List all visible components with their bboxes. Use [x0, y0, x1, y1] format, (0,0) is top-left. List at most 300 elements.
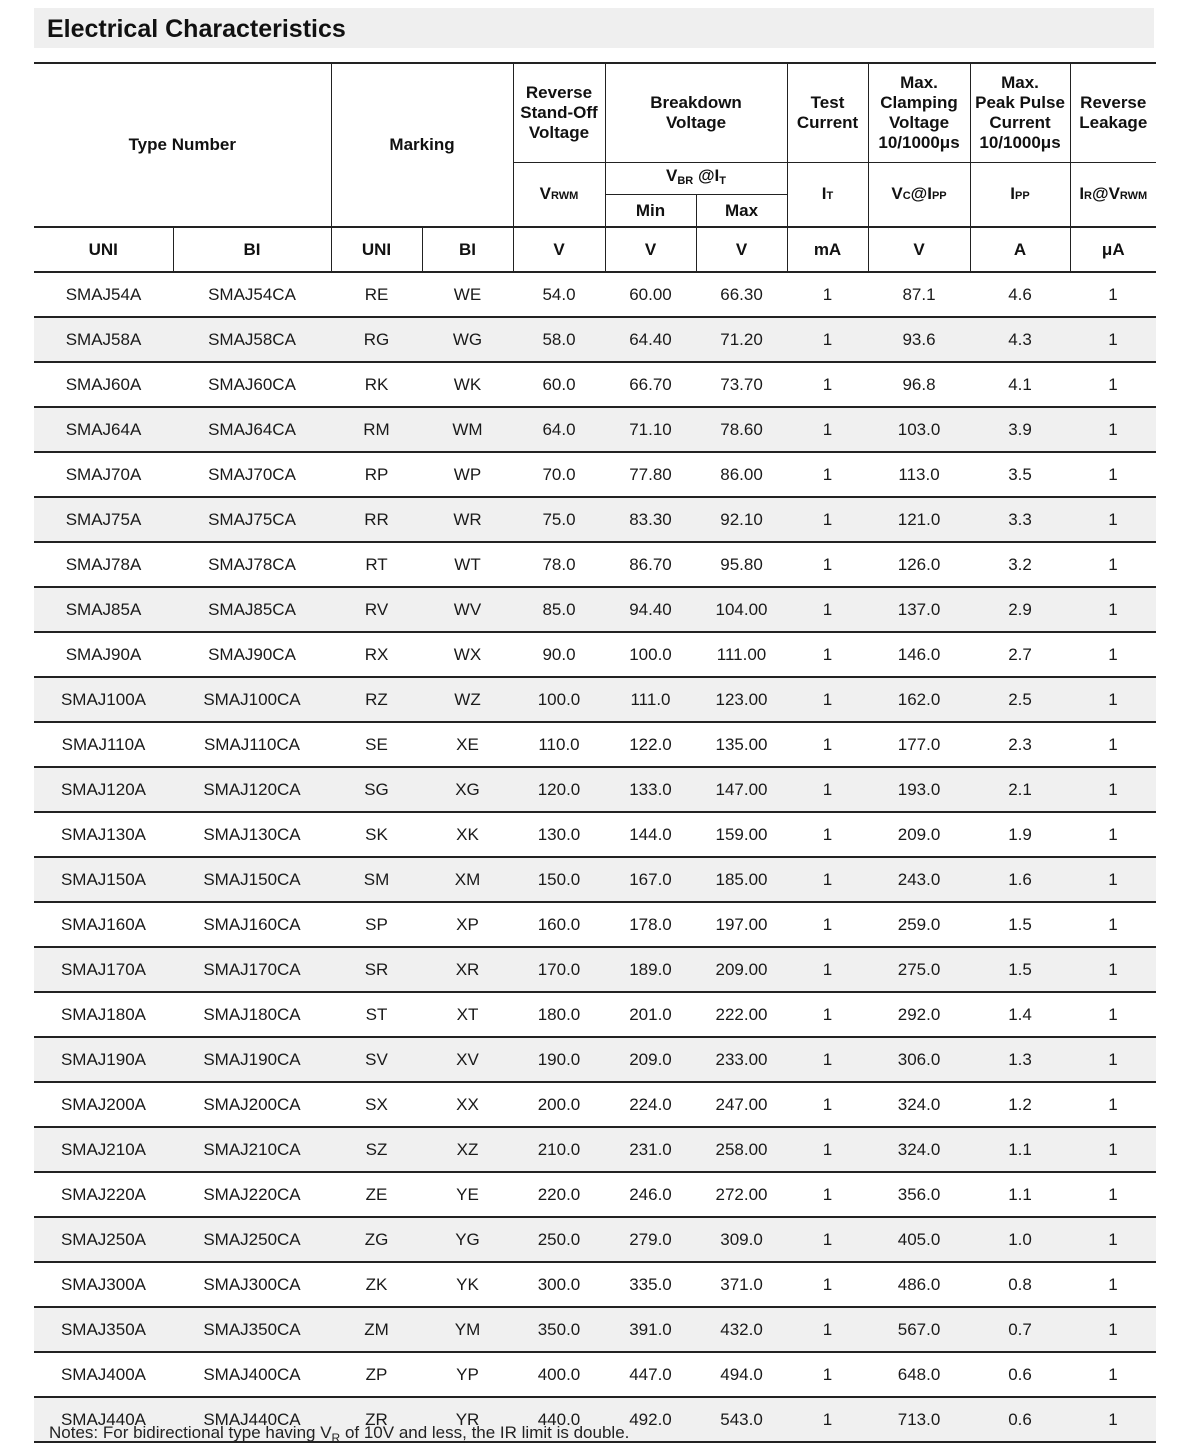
table-cell: 130.0 [513, 812, 605, 857]
table-cell: 440.0 [513, 1397, 605, 1442]
table-cell: ZM [331, 1307, 422, 1352]
table-row [34, 497, 1156, 542]
table-cell: 96.8 [868, 362, 970, 407]
table-cell: 1.2 [970, 1082, 1070, 1127]
table-cell: 150.0 [513, 857, 605, 902]
table-cell: WR [422, 497, 513, 542]
table-cell: RP [331, 452, 422, 497]
table-cell: SMAJ78CA [173, 542, 331, 587]
table-cell: 4.1 [970, 362, 1070, 407]
table-cell: 1 [1070, 857, 1156, 902]
table-cell: YG [422, 1217, 513, 1262]
table-cell: ZE [331, 1172, 422, 1217]
table-cell: 247.00 [696, 1082, 787, 1127]
table-cell: 209.0 [868, 812, 970, 857]
table-cell: SMAJ190A [34, 1037, 173, 1082]
table-cell: 90.0 [513, 632, 605, 677]
table-cell: SMAJ220CA [173, 1172, 331, 1217]
table-cell: 1 [787, 1082, 868, 1127]
table-cell: 222.00 [696, 992, 787, 1037]
table-cell: 220.0 [513, 1172, 605, 1217]
table-cell: 1 [787, 317, 868, 362]
unit-cell: V [696, 227, 787, 272]
table-cell: 567.0 [868, 1307, 970, 1352]
table-cell: RG [331, 317, 422, 362]
table-cell: 1 [787, 857, 868, 902]
unit-cell: mA [787, 227, 868, 272]
table-cell: XT [422, 992, 513, 1037]
table-cell: 100.0 [605, 632, 696, 677]
table-cell: 1 [1070, 362, 1156, 407]
table-cell: 1 [787, 1262, 868, 1307]
table-cell: SMAJ180A [34, 992, 173, 1037]
unit-cell: BI [422, 227, 513, 272]
table-cell: 170.0 [513, 947, 605, 992]
table-cell: WM [422, 407, 513, 452]
table-cell: 180.0 [513, 992, 605, 1037]
header-max: Max [696, 195, 787, 228]
table-cell: 371.0 [696, 1262, 787, 1307]
table-row [34, 1172, 1156, 1217]
table-cell: 1 [787, 587, 868, 632]
table-cell: 2.9 [970, 587, 1070, 632]
table-body [34, 272, 1156, 1442]
table-cell: 1 [787, 632, 868, 677]
table-row [34, 992, 1156, 1037]
table-cell: 1 [1070, 1082, 1156, 1127]
table-cell: 0.7 [970, 1307, 1070, 1352]
table-cell: 356.0 [868, 1172, 970, 1217]
table-cell: 71.20 [696, 317, 787, 362]
table-cell: 246.0 [605, 1172, 696, 1217]
table-cell: 75.0 [513, 497, 605, 542]
table-cell: 272.00 [696, 1172, 787, 1217]
table-cell: XR [422, 947, 513, 992]
table-cell: RX [331, 632, 422, 677]
table-cell: 1 [787, 452, 868, 497]
table-cell: 147.00 [696, 767, 787, 812]
table-cell: 1 [787, 1352, 868, 1397]
table-cell: 87.1 [868, 272, 970, 317]
table-cell: WZ [422, 677, 513, 722]
table-cell: 2.7 [970, 632, 1070, 677]
table-cell: SMAJ120CA [173, 767, 331, 812]
table-cell: 210.0 [513, 1127, 605, 1172]
table-cell: 64.40 [605, 317, 696, 362]
table-cell: XP [422, 902, 513, 947]
table-cell: 0.6 [970, 1397, 1070, 1442]
table-cell: SMAJ90CA [173, 632, 331, 677]
table-cell: 0.6 [970, 1352, 1070, 1397]
table-row [34, 1037, 1156, 1082]
table-cell: 159.00 [696, 812, 787, 857]
symbol-ipp: IPP [970, 163, 1070, 228]
table-cell: 1 [787, 542, 868, 587]
table-cell: 1 [787, 767, 868, 812]
table-cell: 86.00 [696, 452, 787, 497]
table-cell: 1 [787, 362, 868, 407]
table-cell: 1 [1070, 722, 1156, 767]
table-cell: XE [422, 722, 513, 767]
table-cell: ZP [331, 1352, 422, 1397]
table-cell: SMAJ75CA [173, 497, 331, 542]
table-cell: 1 [787, 722, 868, 767]
table-cell: SR [331, 947, 422, 992]
table-cell: 543.0 [696, 1397, 787, 1442]
table-cell: WP [422, 452, 513, 497]
header-min: Min [605, 195, 696, 228]
table-cell: SMAJ54A [34, 272, 173, 317]
table-cell: SMAJ150CA [173, 857, 331, 902]
table-cell: 1.1 [970, 1172, 1070, 1217]
table-cell: SMAJ85A [34, 587, 173, 632]
symbol-vrwm: VRWM [513, 163, 605, 228]
table-cell: XM [422, 857, 513, 902]
table-cell: 1 [787, 272, 868, 317]
table-cell: 66.30 [696, 272, 787, 317]
unit-cell: UNI [331, 227, 422, 272]
table-cell: 110.0 [513, 722, 605, 767]
table-cell: 3.2 [970, 542, 1070, 587]
table-cell: 135.00 [696, 722, 787, 767]
table-cell: 1 [787, 947, 868, 992]
table-cell: 64.0 [513, 407, 605, 452]
table-cell: 103.0 [868, 407, 970, 452]
table-header [34, 63, 1156, 272]
table-cell: 1 [787, 992, 868, 1037]
table-cell: 1 [1070, 272, 1156, 317]
table-row [34, 1307, 1156, 1352]
table-cell: 66.70 [605, 362, 696, 407]
table-cell: 209.00 [696, 947, 787, 992]
table-cell: SMAJ160CA [173, 902, 331, 947]
table-cell: 292.0 [868, 992, 970, 1037]
table-cell: 1 [1070, 407, 1156, 452]
table-cell: SX [331, 1082, 422, 1127]
table-cell: SMAJ440A [34, 1397, 173, 1442]
table-cell: WG [422, 317, 513, 362]
table-cell: 73.70 [696, 362, 787, 407]
table-cell: 126.0 [868, 542, 970, 587]
table-cell: SMAJ400A [34, 1352, 173, 1397]
units-row [34, 227, 1156, 272]
table-cell: 1 [787, 497, 868, 542]
table-cell: SMAJ70A [34, 452, 173, 497]
electrical-characteristics-table [34, 62, 1156, 1443]
table-cell: 3.3 [970, 497, 1070, 542]
table-cell: 233.00 [696, 1037, 787, 1082]
table-cell: SG [331, 767, 422, 812]
symbol-it: IT [787, 163, 868, 228]
table-cell: 133.0 [605, 767, 696, 812]
table-cell: 78.0 [513, 542, 605, 587]
table-cell: WK [422, 362, 513, 407]
table-row [34, 542, 1156, 587]
table-cell: SZ [331, 1127, 422, 1172]
table-cell: YE [422, 1172, 513, 1217]
header-breakdown-voltage: Breakdown Voltage [605, 63, 787, 163]
table-cell: SMAJ120A [34, 767, 173, 812]
table-cell: 71.10 [605, 407, 696, 452]
table-cell: RM [331, 407, 422, 452]
table-cell: 86.70 [605, 542, 696, 587]
table-row [34, 362, 1156, 407]
table-cell: RR [331, 497, 422, 542]
table-cell: 70.0 [513, 452, 605, 497]
table-cell: 324.0 [868, 1127, 970, 1172]
table-row [34, 452, 1156, 497]
table-row [34, 632, 1156, 677]
table-cell: 104.00 [696, 587, 787, 632]
table-cell: 100.0 [513, 677, 605, 722]
table-row [34, 407, 1156, 452]
table-cell: 83.30 [605, 497, 696, 542]
table-cell: 1 [1070, 677, 1156, 722]
table-cell: SMAJ200CA [173, 1082, 331, 1127]
unit-cell: V [605, 227, 696, 272]
table-cell: 279.0 [605, 1217, 696, 1262]
header-type-number: Type Number [34, 63, 331, 227]
table-cell: 1 [787, 1307, 868, 1352]
table-cell: 335.0 [605, 1262, 696, 1307]
table-row [34, 317, 1156, 362]
table-cell: 121.0 [868, 497, 970, 542]
table-cell: 162.0 [868, 677, 970, 722]
table-cell: 3.5 [970, 452, 1070, 497]
table-cell: SMAJ160A [34, 902, 173, 947]
table-cell: 1.5 [970, 947, 1070, 992]
table-cell: 1.0 [970, 1217, 1070, 1262]
table-cell: 1 [1070, 1352, 1156, 1397]
table-cell: SMAJ58A [34, 317, 173, 362]
table-cell: 1 [1070, 1172, 1156, 1217]
table-cell: XV [422, 1037, 513, 1082]
table-cell: ZG [331, 1217, 422, 1262]
table-cell: 1 [1070, 542, 1156, 587]
notes: Notes: For bidirectional type having $V_R$ of 10V and less, the IR limit is double. [49, 1423, 630, 1445]
table-cell: 1 [1070, 1037, 1156, 1082]
table-cell: SMAJ130A [34, 812, 173, 857]
table-cell: 1 [787, 677, 868, 722]
table-cell: 486.0 [868, 1262, 970, 1307]
table-cell: 391.0 [605, 1307, 696, 1352]
symbol-vbr-at-it: $V_{BR}$ $@I_T$ [605, 163, 787, 195]
table-cell: 324.0 [868, 1082, 970, 1127]
table-cell: 350.0 [513, 1307, 605, 1352]
table-row [34, 587, 1156, 632]
table-cell: SMAJ350CA [173, 1307, 331, 1352]
table-cell: SMAJ90A [34, 632, 173, 677]
table-cell: 92.10 [696, 497, 787, 542]
table-cell: SK [331, 812, 422, 857]
table-cell: 1 [1070, 947, 1156, 992]
table-cell: 250.0 [513, 1217, 605, 1262]
table-cell: 494.0 [696, 1352, 787, 1397]
table-cell: 447.0 [605, 1352, 696, 1397]
table-cell: ZR [331, 1397, 422, 1442]
table-cell: 243.0 [868, 857, 970, 902]
table-cell: 77.80 [605, 452, 696, 497]
table-cell: 1 [1070, 452, 1156, 497]
table-cell: 4.6 [970, 272, 1070, 317]
unit-cell: A [970, 227, 1070, 272]
table-cell: 1 [1070, 497, 1156, 542]
unit-cell: V [513, 227, 605, 272]
table-cell: 1 [1070, 992, 1156, 1037]
table-cell: WT [422, 542, 513, 587]
table-cell: 1 [787, 407, 868, 452]
table-cell: 432.0 [696, 1307, 787, 1352]
table-cell: 1 [787, 1217, 868, 1262]
table-cell: RV [331, 587, 422, 632]
table-cell: SMAJ440CA [173, 1397, 331, 1442]
table-cell: WE [422, 272, 513, 317]
table-cell: WX [422, 632, 513, 677]
table-cell: 259.0 [868, 902, 970, 947]
table-cell: 54.0 [513, 272, 605, 317]
table-cell: SMAJ250CA [173, 1217, 331, 1262]
table-cell: 167.0 [605, 857, 696, 902]
table-row [34, 857, 1156, 902]
table-cell: 113.0 [868, 452, 970, 497]
table-cell: SMAJ110A [34, 722, 173, 767]
table-cell: 185.00 [696, 857, 787, 902]
header-marking: Marking [331, 63, 513, 227]
table-cell: 111.0 [605, 677, 696, 722]
table-cell: 3.9 [970, 407, 1070, 452]
table-cell: SE [331, 722, 422, 767]
table-cell: 2.3 [970, 722, 1070, 767]
table-row [34, 722, 1156, 767]
table-row [34, 1262, 1156, 1307]
table-cell: SMAJ58CA [173, 317, 331, 362]
table-cell: XK [422, 812, 513, 857]
table-row [34, 677, 1156, 722]
table-cell: 492.0 [605, 1397, 696, 1442]
table-cell: 1 [1070, 1262, 1156, 1307]
table-cell: SMAJ64CA [173, 407, 331, 452]
table-cell: 1 [1070, 902, 1156, 947]
table-cell: SMAJ100CA [173, 677, 331, 722]
table-cell: 1 [1070, 587, 1156, 632]
table-cell: 1 [787, 812, 868, 857]
table-cell: 231.0 [605, 1127, 696, 1172]
symbol-ir-at-vrwm: IR@VRWM [1070, 163, 1156, 228]
table-cell: RK [331, 362, 422, 407]
table-cell: SMAJ300CA [173, 1262, 331, 1307]
table-cell: 177.0 [868, 722, 970, 767]
table-cell: 2.1 [970, 767, 1070, 812]
table-cell: 1 [787, 1172, 868, 1217]
table-cell: 1 [1070, 1307, 1156, 1352]
table-cell: 309.0 [696, 1217, 787, 1262]
table-cell: RZ [331, 677, 422, 722]
table-cell: YP [422, 1352, 513, 1397]
table-cell: XX [422, 1082, 513, 1127]
table-cell: SMAJ190CA [173, 1037, 331, 1082]
table-cell: SMAJ54CA [173, 272, 331, 317]
table-cell: 94.40 [605, 587, 696, 632]
table-cell: SMAJ180CA [173, 992, 331, 1037]
table-cell: 4.3 [970, 317, 1070, 362]
table-cell: 1 [1070, 1217, 1156, 1262]
table-cell: 58.0 [513, 317, 605, 362]
table-cell: 197.00 [696, 902, 787, 947]
table-cell: 85.0 [513, 587, 605, 632]
table-cell: 1.9 [970, 812, 1070, 857]
table-cell: XG [422, 767, 513, 812]
table-cell: 178.0 [605, 902, 696, 947]
table-cell: 111.00 [696, 632, 787, 677]
table-cell: 137.0 [868, 587, 970, 632]
table-cell: SMAJ210A [34, 1127, 173, 1172]
table-row [34, 812, 1156, 857]
table-cell: ZK [331, 1262, 422, 1307]
table-cell: SP [331, 902, 422, 947]
table-cell: 1.3 [970, 1037, 1070, 1082]
header-max-clamping-voltage: Max. Clamping Voltage 10/1000μs [868, 63, 970, 163]
table-cell: SMAJ60A [34, 362, 173, 407]
table-cell: 1.1 [970, 1127, 1070, 1172]
table-cell: 1 [1070, 812, 1156, 857]
table-cell: 95.80 [696, 542, 787, 587]
table-row [34, 1217, 1156, 1262]
unit-cell: BI [173, 227, 331, 272]
table-cell: SMAJ300A [34, 1262, 173, 1307]
table-cell: 144.0 [605, 812, 696, 857]
table-cell: SMAJ220A [34, 1172, 173, 1217]
table-cell: 1 [1070, 767, 1156, 812]
table-cell: SMAJ70CA [173, 452, 331, 497]
table-cell: 209.0 [605, 1037, 696, 1082]
table-cell: 224.0 [605, 1082, 696, 1127]
table-cell: SMAJ64A [34, 407, 173, 452]
unit-cell: V [868, 227, 970, 272]
table-cell: YR [422, 1397, 513, 1442]
table-cell: 146.0 [868, 632, 970, 677]
table-cell: 1.5 [970, 902, 1070, 947]
table-cell: SMAJ110CA [173, 722, 331, 767]
table-cell: 1 [1070, 632, 1156, 677]
table-cell: 1 [1070, 1127, 1156, 1172]
table-row [34, 1082, 1156, 1127]
table-cell: 201.0 [605, 992, 696, 1037]
table-cell: 189.0 [605, 947, 696, 992]
table-cell: XZ [422, 1127, 513, 1172]
header-test-current: Test Current [787, 63, 868, 163]
section-title: Electrical Characteristics [34, 8, 1154, 48]
table-row [34, 902, 1156, 947]
table-cell: SMAJ60CA [173, 362, 331, 407]
table-cell: SMAJ210CA [173, 1127, 331, 1172]
table-cell: 60.00 [605, 272, 696, 317]
table-cell: 200.0 [513, 1082, 605, 1127]
table-cell: SMAJ150A [34, 857, 173, 902]
table-cell: 400.0 [513, 1352, 605, 1397]
table-cell: SM [331, 857, 422, 902]
table-cell: 190.0 [513, 1037, 605, 1082]
table-cell: SMAJ75A [34, 497, 173, 542]
table-cell: 120.0 [513, 767, 605, 812]
table-row [34, 767, 1156, 812]
table-cell: 193.0 [868, 767, 970, 812]
unit-cell: UNI [34, 227, 173, 272]
table-cell: SMAJ350A [34, 1307, 173, 1352]
table-row [34, 1352, 1156, 1397]
table-cell: 1 [1070, 317, 1156, 362]
symbol-vc-at-ipp: VC@IPP [868, 163, 970, 228]
table-cell: 306.0 [868, 1037, 970, 1082]
